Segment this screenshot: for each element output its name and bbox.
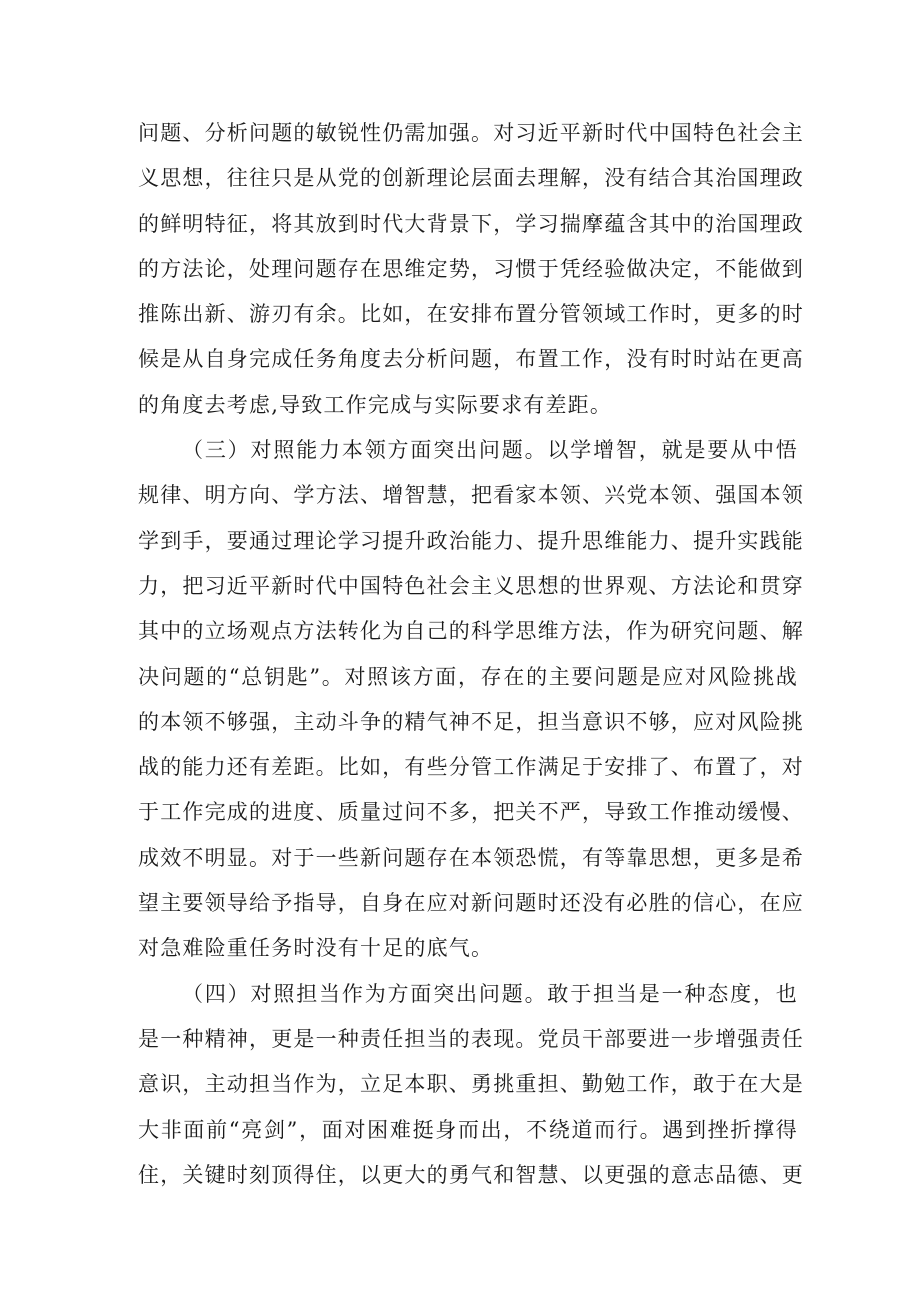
text-line: （三）对照能力本领方面突出问题。以学增智，就是要从中悟: [182, 438, 798, 463]
text-line: 问题、分析问题的敏锐性仍需加强。对习近平新时代中国特色社会主: [138, 121, 804, 145]
text-line: 的角度去考虑,导致工作完成与实际要求有差距。: [138, 392, 613, 417]
paragraph-section-4: [138, 972, 804, 1198]
document-body: [138, 111, 804, 1198]
text-line: 候是从自身完成任务角度去分析问题，布置工作，没有时时站在更高: [138, 347, 804, 372]
text-line: 意识，主动担当作为，立足本职、勇挑重担、勤勉工作，敢于在大是: [138, 1072, 804, 1097]
text-line: 住，关键时刻顶得住，以更大的勇气和智慧、以更强的意志品德、更: [138, 1162, 804, 1187]
text-line: 的本领不够强，主动斗争的精气神不足，担当意识不够，应对风险挑: [138, 709, 804, 734]
text-line: 的鲜明特征，将其放到时代大背景下，学习揣摩蕴含其中的治国理政: [138, 211, 804, 236]
text-line: 成效不明显。对于一些新问题存在本领恐慌，有等靠思想，更多是希: [138, 845, 804, 870]
text-line: 力，把习近平新时代中国特色社会主义思想的世界观、方法论和贯穿: [138, 573, 804, 598]
text-line: 规律、明方向、学方法、增智慧，把看家本领、兴党本领、强国本领: [138, 483, 804, 508]
text-line: 是一种精神，更是一种责任担当的表现。党员干部要进一步增强责任: [138, 1026, 804, 1051]
text-line: 义思想，往往只是从党的创新理论层面去理解，没有结合其治国理政: [138, 166, 804, 191]
text-line: 其中的立场观点方法转化为自己的科学思维方法，作为研究问题、解: [138, 619, 804, 644]
text-line: 学到手，要通过理论学习提升政治能力、提升思维能力、提升实践能: [138, 528, 804, 553]
paragraph-continuation: [138, 111, 804, 428]
text-line: 战的能力还有差距。比如，有些分管工作满足于安排了、布置了，对: [138, 755, 804, 780]
paragraph-section-3: [138, 428, 804, 972]
text-line: （四）对照担当作为方面突出问题。敢于担当是一种态度，也: [182, 981, 798, 1006]
text-line: 望主要领导给予指导，自身在应对新问题时还没有必胜的信心，在应: [138, 891, 804, 916]
text-line: 对急难险重任务时没有十足的底气。: [138, 936, 494, 961]
text-line: 决问题的“总钥匙”。对照该方面，存在的主要问题是应对风险挑战: [138, 664, 798, 689]
text-line: 的方法论，处理问题存在思维定势，习惯于凭经验做决定，不能做到: [138, 256, 804, 281]
text-line: 于工作完成的进度、质量过问不多，把关不严，导致工作推动缓慢、: [138, 800, 804, 825]
text-line: 推陈出新、游刃有余。比如，在安排布置分管领域工作时，更多的时: [138, 302, 804, 327]
text-line: 大非面前“亮剑”，面对困难挺身而出，不绕道而行。遇到挫折撑得: [138, 1117, 798, 1142]
